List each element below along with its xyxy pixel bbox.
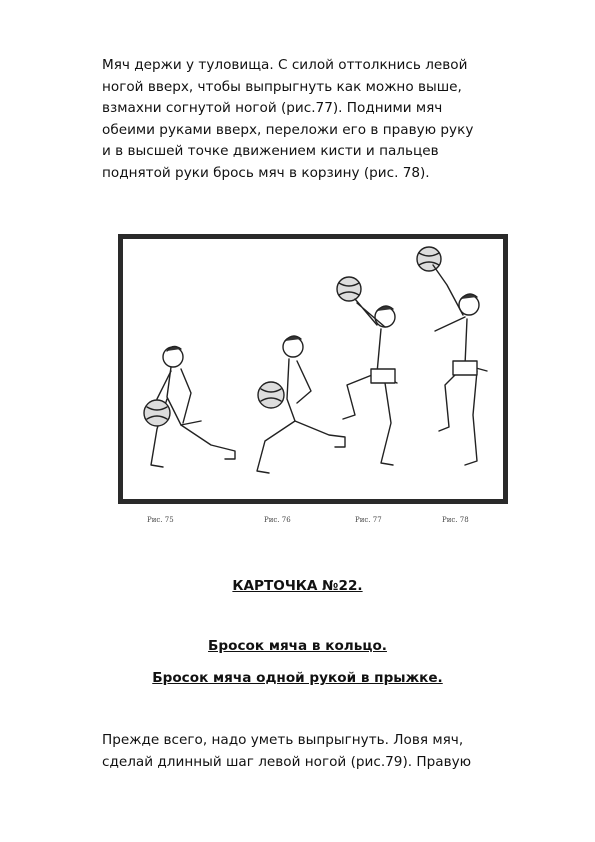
intro-line-5: и в высшей точке движением кисти и пальцев: [102, 143, 439, 159]
figure-caption-78: Рис. 78: [442, 516, 469, 524]
jump-shot-drawing: [123, 239, 503, 499]
body-paragraph: [102, 730, 552, 773]
intro-paragraph: [102, 55, 552, 184]
body-line-2: сделай длинный шаг левой ногой (рис.79). Правую: [102, 753, 472, 770]
intro-line-3: взмахни согнутой ногой (рис.77). Подними мяч: [102, 100, 443, 116]
card-title: КАРТОЧКА №22.: [232, 578, 363, 594]
section-subtitle-1: Бросок мяча в кольцо.: [208, 638, 387, 654]
player-figure-76: [257, 336, 345, 473]
jump-shot-illustration: [118, 234, 508, 504]
player-figure-78: [417, 247, 487, 465]
player-figure-77: [337, 277, 397, 465]
figure-caption-77: Рис. 77: [355, 516, 382, 524]
body-line-1: Прежде всего, надо уметь выпрыгнуть. Ловя мяч,: [102, 732, 464, 748]
player-figure-75: [144, 346, 235, 467]
intro-line-1: Мяч держи у туловища. С силой оттолкнись левой: [102, 57, 468, 73]
intro-line-4: обеими руками вверх, переложи его в правую руку: [102, 121, 474, 138]
intro-line-2: ногой вверх, чтобы выпрыгнуть как можно выше,: [102, 78, 462, 95]
intro-line-6: поднятой руки брось мяч в корзину (рис. 78).: [102, 164, 430, 181]
section-subtitle-2: Бросок мяча одной рукой в прыжке.: [152, 670, 443, 686]
figure-caption-76: Рис. 76: [264, 516, 291, 524]
figure-caption-75: Рис. 75: [147, 516, 174, 524]
